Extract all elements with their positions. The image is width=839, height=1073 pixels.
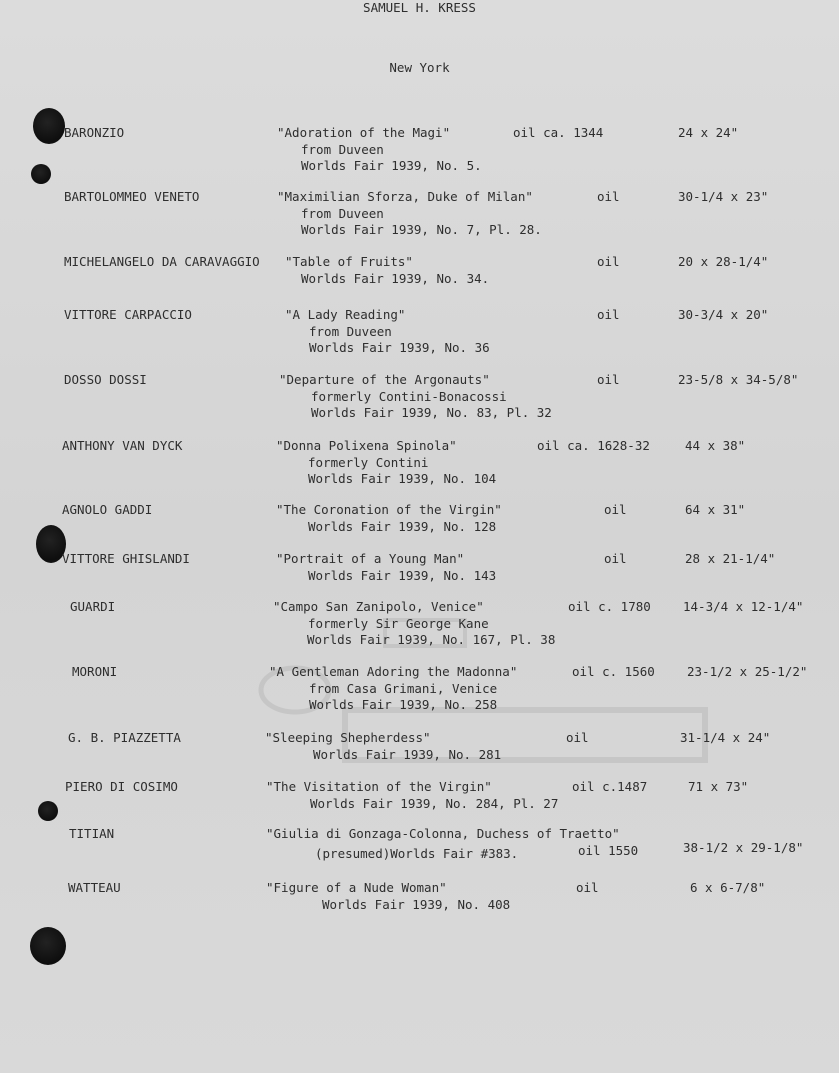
dimensions: 28 x 21-1/4" [685,551,776,566]
medium: oil ca. 1628-32 [537,438,650,453]
exhibition-line: Worlds Fair 1939, No. 7, Pl. 28. [301,222,542,237]
list-item [0,730,839,762]
list-item [0,664,839,712]
dimensions: 23-1/2 x 25-1/2" [687,664,808,679]
medium: oil [604,502,627,517]
exhibition-line: Worlds Fair 1939, No. 284, Pl. 27 [310,796,559,811]
dimensions: 20 x 28-1/4" [678,254,769,269]
exhibition-line: Worlds Fair 1939, No. 34. [301,271,490,286]
provenance-line: from Duveen [309,324,392,339]
punch-hole [30,927,66,965]
exhibition-line: Worlds Fair 1939, No. 128 [308,519,497,534]
dimensions: 44 x 38" [685,438,746,453]
painting-title: "Sleeping Shepherdess" [265,730,431,745]
painting-title: "Adoration of the Magi" [277,125,451,140]
artist-name: ANTHONY VAN DYCK [62,438,183,453]
painting-title: "Table of Fruits" [285,254,413,269]
medium: oil [597,307,620,322]
dimensions: 14-3/4 x 12-1/4" [683,599,804,614]
dimensions: 24 x 24" [678,125,739,140]
list-item [0,125,839,173]
artist-name: AGNOLO GADDI [62,502,153,517]
dimensions: 30-3/4 x 20" [678,307,769,322]
medium: oil [566,730,589,745]
dimensions: 31-1/4 x 24" [680,730,771,745]
medium: oil 1550 [578,843,639,858]
list-item [0,599,839,647]
artist-name: BARTOLOMMEO VENETO [64,189,200,204]
provenance-line: formerly Sir George Kane [308,616,489,631]
artist-name: VITTORE GHISLANDI [62,551,190,566]
medium: oil [576,880,599,895]
artist-name: G. B. PIAZZETTA [68,730,181,745]
exhibition-line: (presumed)Worlds Fair #383. [315,846,519,861]
exhibition-line: Worlds Fair 1939, No. 258 [309,697,498,712]
punch-hole [33,108,65,144]
medium: oil c. 1780 [568,599,651,614]
medium: oil [597,254,620,269]
exhibition-line: Worlds Fair 1939, No. 281 [313,747,502,762]
medium: oil [597,372,620,387]
provenance-line: from Duveen [301,142,384,157]
medium: oil ca. 1344 [513,125,604,140]
painting-title: "Campo San Zanipolo, Venice" [273,599,484,614]
list-item [0,438,839,486]
medium: oil c.1487 [572,779,648,794]
painting-title: "Figure of a Nude Woman" [266,880,447,895]
punch-hole [31,164,51,184]
dimensions: 6 x 6-7/8" [690,880,766,895]
exhibition-line: Worlds Fair 1939, No. 5. [301,158,482,173]
list-item [0,372,839,420]
painting-title: "The Coronation of the Virgin" [276,502,502,517]
exhibition-line: Worlds Fair 1939, No. 408 [322,897,511,912]
medium: oil [597,189,620,204]
exhibition-line: Worlds Fair 1939, No. 83, Pl. 32 [311,405,552,420]
painting-title: "A Lady Reading" [285,307,406,322]
list-item [0,307,839,355]
dimensions: 23-5/8 x 34-5/8" [678,372,799,387]
dimensions: 71 x 73" [688,779,749,794]
exhibition-line: Worlds Fair 1939, No. 104 [308,471,497,486]
list-item [0,254,839,286]
collector-name: SAMUEL H. KRESS [363,0,476,15]
list-item [0,779,839,811]
artist-name: BARONZIO [64,125,125,140]
dimensions: 64 x 31" [685,502,746,517]
provenance-line: formerly Contini-Bonacossi [311,389,507,404]
painting-title: "A Gentleman Adoring the Madonna" [269,664,518,679]
artist-name: PIERO DI COSIMO [65,779,178,794]
exhibition-line: Worlds Fair 1939, No. 167, Pl. 38 [307,632,556,647]
dimensions: 30-1/4 x 23" [678,189,769,204]
list-item [0,880,839,912]
medium: oil c. 1560 [572,664,655,679]
artist-name: TITIAN [69,826,115,841]
artist-name: MICHELANGELO DA CARAVAGGIO [64,254,260,269]
dimensions: 38-1/2 x 29-1/8" [683,840,804,855]
medium: oil [604,551,627,566]
list-item [0,502,839,534]
provenance-line: from Casa Grimani, Venice [309,681,498,696]
list-item [0,551,839,583]
painting-title: "Maximilian Sforza, Duke of Milan" [277,189,533,204]
exhibition-line: Worlds Fair 1939, No. 36 [309,340,490,355]
provenance-line: from Duveen [301,206,384,221]
painting-title: "Portrait of a Young Man" [276,551,465,566]
provenance-line: formerly Contini [308,455,429,470]
punch-hole [38,801,58,821]
painting-title: "The Visitation of the Virgin" [266,779,492,794]
artist-name: MORONI [72,664,118,679]
painting-title: "Donna Polixena Spinola" [276,438,457,453]
artist-name: VITTORE CARPACCIO [64,307,192,322]
painting-title: "Departure of the Argonauts" [279,372,490,387]
list-item [0,826,839,861]
artist-name: WATTEAU [68,880,121,895]
artist-name: GUARDI [70,599,116,614]
exhibition-line: Worlds Fair 1939, No. 143 [308,568,497,583]
collector-city: New York [389,60,450,75]
artist-name: DOSSO DOSSI [64,372,147,387]
list-item [0,189,839,237]
painting-title: "Giulia di Gonzaga-Colonna, Duchess of Traetto" [266,826,620,841]
